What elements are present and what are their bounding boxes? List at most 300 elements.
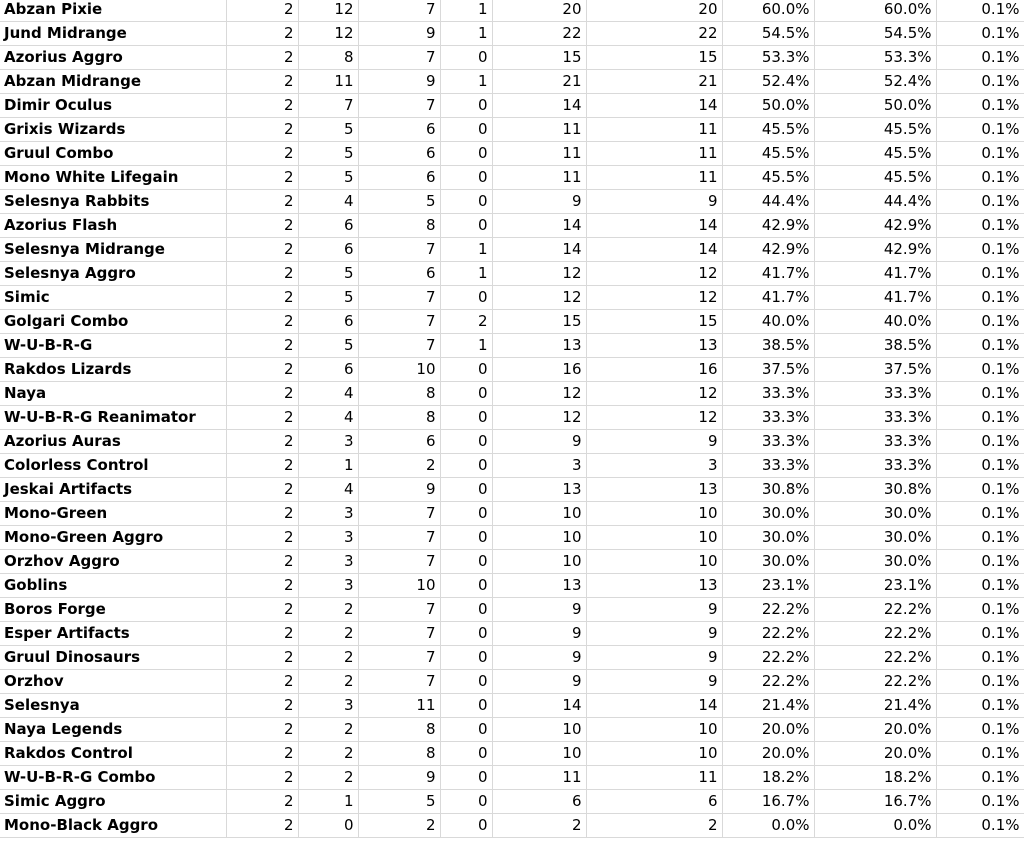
col-1-cell[interactable]: 2: [226, 166, 298, 190]
deck-name-cell[interactable]: Simic Aggro: [0, 790, 226, 814]
col-2-cell[interactable]: 3: [298, 526, 358, 550]
col-9-pct-cell[interactable]: 0.1%: [936, 46, 1024, 70]
col-9-pct-cell[interactable]: 0.1%: [936, 70, 1024, 94]
col-9-pct-cell[interactable]: 0.1%: [936, 478, 1024, 502]
col-2-cell[interactable]: 3: [298, 550, 358, 574]
col-2-cell[interactable]: 5: [298, 142, 358, 166]
col-8-pct-cell[interactable]: 22.2%: [814, 622, 936, 646]
col-4-cell[interactable]: 0: [440, 718, 492, 742]
deck-name-cell[interactable]: Selesnya Midrange: [0, 238, 226, 262]
col-7-pct-cell[interactable]: 22.2%: [722, 646, 814, 670]
col-5-cell[interactable]: 13: [492, 574, 586, 598]
col-9-pct-cell[interactable]: 0.1%: [936, 190, 1024, 214]
col-1-cell[interactable]: 2: [226, 22, 298, 46]
col-1-cell[interactable]: 2: [226, 70, 298, 94]
col-3-cell[interactable]: 7: [358, 46, 440, 70]
col-9-pct-cell[interactable]: 0.1%: [936, 118, 1024, 142]
deck-name-cell[interactable]: Naya Legends: [0, 718, 226, 742]
col-8-pct-cell[interactable]: 20.0%: [814, 742, 936, 766]
col-4-cell[interactable]: 0: [440, 190, 492, 214]
col-5-cell[interactable]: 9: [492, 646, 586, 670]
deck-name-cell[interactable]: Esper Artifacts: [0, 622, 226, 646]
col-2-cell[interactable]: 4: [298, 190, 358, 214]
col-7-pct-cell[interactable]: 30.0%: [722, 550, 814, 574]
col-8-pct-cell[interactable]: 22.2%: [814, 646, 936, 670]
deck-name-cell[interactable]: Mono-Green Aggro: [0, 526, 226, 550]
deck-name-cell[interactable]: Selesnya Aggro: [0, 262, 226, 286]
deck-name-cell[interactable]: Goblins: [0, 574, 226, 598]
col-8-pct-cell[interactable]: 41.7%: [814, 262, 936, 286]
col-2-cell[interactable]: 1: [298, 790, 358, 814]
col-3-cell[interactable]: 6: [358, 166, 440, 190]
col-8-pct-cell[interactable]: 60.0%: [814, 0, 936, 22]
col-1-cell[interactable]: 2: [226, 214, 298, 238]
deck-name-cell[interactable]: Abzan Pixie: [0, 0, 226, 22]
col-2-cell[interactable]: 3: [298, 694, 358, 718]
col-4-cell[interactable]: 0: [440, 406, 492, 430]
col-8-pct-cell[interactable]: 16.7%: [814, 790, 936, 814]
deck-name-cell[interactable]: Azorius Aggro: [0, 46, 226, 70]
col-9-pct-cell[interactable]: 0.1%: [936, 286, 1024, 310]
col-3-cell[interactable]: 9: [358, 766, 440, 790]
col-4-cell[interactable]: 0: [440, 118, 492, 142]
col-4-cell[interactable]: 0: [440, 478, 492, 502]
col-5-cell[interactable]: 15: [492, 46, 586, 70]
col-4-cell[interactable]: 0: [440, 382, 492, 406]
col-5-cell[interactable]: 14: [492, 214, 586, 238]
col-6-cell[interactable]: 14: [586, 238, 722, 262]
col-3-cell[interactable]: 5: [358, 790, 440, 814]
col-8-pct-cell[interactable]: 30.0%: [814, 502, 936, 526]
col-7-pct-cell[interactable]: 38.5%: [722, 334, 814, 358]
col-5-cell[interactable]: 16: [492, 358, 586, 382]
col-2-cell[interactable]: 5: [298, 118, 358, 142]
col-2-cell[interactable]: 5: [298, 286, 358, 310]
col-3-cell[interactable]: 2: [358, 814, 440, 838]
col-6-cell[interactable]: 9: [586, 190, 722, 214]
col-7-pct-cell[interactable]: 50.0%: [722, 94, 814, 118]
col-7-pct-cell[interactable]: 21.4%: [722, 694, 814, 718]
col-9-pct-cell[interactable]: 0.1%: [936, 94, 1024, 118]
col-5-cell[interactable]: 10: [492, 718, 586, 742]
col-5-cell[interactable]: 12: [492, 262, 586, 286]
col-1-cell[interactable]: 2: [226, 142, 298, 166]
col-4-cell[interactable]: 1: [440, 262, 492, 286]
col-7-pct-cell[interactable]: 53.3%: [722, 46, 814, 70]
col-1-cell[interactable]: 2: [226, 670, 298, 694]
col-6-cell[interactable]: 11: [586, 142, 722, 166]
col-3-cell[interactable]: 9: [358, 478, 440, 502]
col-2-cell[interactable]: 5: [298, 166, 358, 190]
col-1-cell[interactable]: 2: [226, 262, 298, 286]
col-7-pct-cell[interactable]: 42.9%: [722, 238, 814, 262]
col-3-cell[interactable]: 8: [358, 406, 440, 430]
col-2-cell[interactable]: 3: [298, 574, 358, 598]
col-6-cell[interactable]: 14: [586, 94, 722, 118]
deck-name-cell[interactable]: W-U-B-R-G Combo: [0, 766, 226, 790]
col-6-cell[interactable]: 9: [586, 646, 722, 670]
col-5-cell[interactable]: 11: [492, 166, 586, 190]
col-4-cell[interactable]: 0: [440, 574, 492, 598]
col-6-cell[interactable]: 9: [586, 598, 722, 622]
col-2-cell[interactable]: 6: [298, 310, 358, 334]
col-6-cell[interactable]: 11: [586, 166, 722, 190]
col-9-pct-cell[interactable]: 0.1%: [936, 430, 1024, 454]
col-5-cell[interactable]: 13: [492, 478, 586, 502]
deck-name-cell[interactable]: Mono-Black Aggro: [0, 814, 226, 838]
col-4-cell[interactable]: 0: [440, 790, 492, 814]
col-4-cell[interactable]: 2: [440, 310, 492, 334]
col-9-pct-cell[interactable]: 0.1%: [936, 262, 1024, 286]
col-4-cell[interactable]: 0: [440, 46, 492, 70]
col-1-cell[interactable]: 2: [226, 742, 298, 766]
col-8-pct-cell[interactable]: 33.3%: [814, 430, 936, 454]
col-2-cell[interactable]: 6: [298, 238, 358, 262]
col-5-cell[interactable]: 9: [492, 190, 586, 214]
col-6-cell[interactable]: 14: [586, 214, 722, 238]
col-6-cell[interactable]: 21: [586, 70, 722, 94]
col-1-cell[interactable]: 2: [226, 118, 298, 142]
col-7-pct-cell[interactable]: 52.4%: [722, 70, 814, 94]
deck-name-cell[interactable]: Selesnya Rabbits: [0, 190, 226, 214]
col-2-cell[interactable]: 2: [298, 622, 358, 646]
col-9-pct-cell[interactable]: 0.1%: [936, 598, 1024, 622]
col-5-cell[interactable]: 10: [492, 550, 586, 574]
col-6-cell[interactable]: 12: [586, 382, 722, 406]
col-7-pct-cell[interactable]: 45.5%: [722, 118, 814, 142]
col-4-cell[interactable]: 0: [440, 766, 492, 790]
col-5-cell[interactable]: 14: [492, 94, 586, 118]
col-6-cell[interactable]: 14: [586, 694, 722, 718]
col-9-pct-cell[interactable]: 0.1%: [936, 334, 1024, 358]
col-1-cell[interactable]: 2: [226, 0, 298, 22]
col-1-cell[interactable]: 2: [226, 526, 298, 550]
col-5-cell[interactable]: 9: [492, 622, 586, 646]
col-5-cell[interactable]: 12: [492, 286, 586, 310]
col-5-cell[interactable]: 13: [492, 334, 586, 358]
col-2-cell[interactable]: 1: [298, 454, 358, 478]
col-3-cell[interactable]: 7: [358, 286, 440, 310]
col-5-cell[interactable]: 3: [492, 454, 586, 478]
col-5-cell[interactable]: 12: [492, 406, 586, 430]
col-1-cell[interactable]: 2: [226, 790, 298, 814]
col-1-cell[interactable]: 2: [226, 718, 298, 742]
col-2-cell[interactable]: 4: [298, 382, 358, 406]
col-5-cell[interactable]: 2: [492, 814, 586, 838]
col-8-pct-cell[interactable]: 22.2%: [814, 598, 936, 622]
col-7-pct-cell[interactable]: 40.0%: [722, 310, 814, 334]
col-7-pct-cell[interactable]: 41.7%: [722, 262, 814, 286]
col-7-pct-cell[interactable]: 33.3%: [722, 382, 814, 406]
col-7-pct-cell[interactable]: 20.0%: [722, 742, 814, 766]
col-4-cell[interactable]: 1: [440, 334, 492, 358]
col-6-cell[interactable]: 9: [586, 430, 722, 454]
col-3-cell[interactable]: 7: [358, 526, 440, 550]
col-4-cell[interactable]: 1: [440, 238, 492, 262]
col-5-cell[interactable]: 9: [492, 598, 586, 622]
col-7-pct-cell[interactable]: 30.0%: [722, 526, 814, 550]
col-9-pct-cell[interactable]: 0.1%: [936, 406, 1024, 430]
col-8-pct-cell[interactable]: 53.3%: [814, 46, 936, 70]
col-6-cell[interactable]: 12: [586, 262, 722, 286]
col-6-cell[interactable]: 10: [586, 526, 722, 550]
col-9-pct-cell[interactable]: 0.1%: [936, 742, 1024, 766]
col-3-cell[interactable]: 7: [358, 238, 440, 262]
col-1-cell[interactable]: 2: [226, 334, 298, 358]
col-3-cell[interactable]: 9: [358, 70, 440, 94]
col-7-pct-cell[interactable]: 30.0%: [722, 502, 814, 526]
col-2-cell[interactable]: 12: [298, 22, 358, 46]
deck-name-cell[interactable]: Abzan Midrange: [0, 70, 226, 94]
col-6-cell[interactable]: 10: [586, 718, 722, 742]
col-4-cell[interactable]: 0: [440, 646, 492, 670]
col-4-cell[interactable]: 0: [440, 214, 492, 238]
col-8-pct-cell[interactable]: 18.2%: [814, 766, 936, 790]
col-2-cell[interactable]: 2: [298, 598, 358, 622]
col-9-pct-cell[interactable]: 0.1%: [936, 550, 1024, 574]
col-4-cell[interactable]: 1: [440, 70, 492, 94]
col-7-pct-cell[interactable]: 45.5%: [722, 142, 814, 166]
deck-name-cell[interactable]: Rakdos Lizards: [0, 358, 226, 382]
col-5-cell[interactable]: 9: [492, 670, 586, 694]
col-9-pct-cell[interactable]: 0.1%: [936, 166, 1024, 190]
col-1-cell[interactable]: 2: [226, 694, 298, 718]
col-7-pct-cell[interactable]: 45.5%: [722, 166, 814, 190]
col-5-cell[interactable]: 11: [492, 766, 586, 790]
col-1-cell[interactable]: 2: [226, 478, 298, 502]
col-3-cell[interactable]: 7: [358, 622, 440, 646]
deck-name-cell[interactable]: W-U-B-R-G Reanimator: [0, 406, 226, 430]
col-9-pct-cell[interactable]: 0.1%: [936, 382, 1024, 406]
col-1-cell[interactable]: 2: [226, 430, 298, 454]
col-3-cell[interactable]: 10: [358, 358, 440, 382]
col-1-cell[interactable]: 2: [226, 190, 298, 214]
col-8-pct-cell[interactable]: 44.4%: [814, 190, 936, 214]
col-1-cell[interactable]: 2: [226, 502, 298, 526]
col-4-cell[interactable]: 0: [440, 142, 492, 166]
col-2-cell[interactable]: 5: [298, 262, 358, 286]
col-9-pct-cell[interactable]: 0.1%: [936, 646, 1024, 670]
col-2-cell[interactable]: 5: [298, 334, 358, 358]
col-4-cell[interactable]: 0: [440, 94, 492, 118]
col-1-cell[interactable]: 2: [226, 598, 298, 622]
col-3-cell[interactable]: 7: [358, 502, 440, 526]
col-6-cell[interactable]: 15: [586, 46, 722, 70]
col-1-cell[interactable]: 2: [226, 46, 298, 70]
col-6-cell[interactable]: 12: [586, 286, 722, 310]
col-6-cell[interactable]: 9: [586, 670, 722, 694]
col-4-cell[interactable]: 0: [440, 670, 492, 694]
deck-name-cell[interactable]: W-U-B-R-G: [0, 334, 226, 358]
col-7-pct-cell[interactable]: 33.3%: [722, 406, 814, 430]
col-5-cell[interactable]: 14: [492, 238, 586, 262]
col-2-cell[interactable]: 7: [298, 94, 358, 118]
col-3-cell[interactable]: 6: [358, 142, 440, 166]
col-3-cell[interactable]: 7: [358, 334, 440, 358]
col-6-cell[interactable]: 16: [586, 358, 722, 382]
col-2-cell[interactable]: 2: [298, 670, 358, 694]
col-5-cell[interactable]: 10: [492, 526, 586, 550]
col-9-pct-cell[interactable]: 0.1%: [936, 622, 1024, 646]
deck-name-cell[interactable]: Golgari Combo: [0, 310, 226, 334]
col-7-pct-cell[interactable]: 20.0%: [722, 718, 814, 742]
col-6-cell[interactable]: 20: [586, 0, 722, 22]
col-9-pct-cell[interactable]: 0.1%: [936, 526, 1024, 550]
deck-name-cell[interactable]: Orzhov Aggro: [0, 550, 226, 574]
col-2-cell[interactable]: 0: [298, 814, 358, 838]
deck-name-cell[interactable]: Grixis Wizards: [0, 118, 226, 142]
deck-name-cell[interactable]: Selesnya: [0, 694, 226, 718]
col-5-cell[interactable]: 21: [492, 70, 586, 94]
col-9-pct-cell[interactable]: 0.1%: [936, 814, 1024, 838]
col-2-cell[interactable]: 12: [298, 0, 358, 22]
col-8-pct-cell[interactable]: 33.3%: [814, 406, 936, 430]
deck-name-cell[interactable]: Gruul Dinosaurs: [0, 646, 226, 670]
col-7-pct-cell[interactable]: 22.2%: [722, 622, 814, 646]
col-5-cell[interactable]: 11: [492, 142, 586, 166]
col-3-cell[interactable]: 8: [358, 214, 440, 238]
col-3-cell[interactable]: 11: [358, 694, 440, 718]
col-1-cell[interactable]: 2: [226, 646, 298, 670]
col-7-pct-cell[interactable]: 22.2%: [722, 670, 814, 694]
col-3-cell[interactable]: 6: [358, 430, 440, 454]
col-9-pct-cell[interactable]: 0.1%: [936, 694, 1024, 718]
deck-name-cell[interactable]: Orzhov: [0, 670, 226, 694]
col-3-cell[interactable]: 6: [358, 118, 440, 142]
deck-name-cell[interactable]: Gruul Combo: [0, 142, 226, 166]
col-2-cell[interactable]: 2: [298, 646, 358, 670]
col-3-cell[interactable]: 7: [358, 310, 440, 334]
col-6-cell[interactable]: 11: [586, 766, 722, 790]
col-7-pct-cell[interactable]: 37.5%: [722, 358, 814, 382]
col-6-cell[interactable]: 10: [586, 550, 722, 574]
col-1-cell[interactable]: 2: [226, 310, 298, 334]
col-9-pct-cell[interactable]: 0.1%: [936, 142, 1024, 166]
col-7-pct-cell[interactable]: 18.2%: [722, 766, 814, 790]
col-8-pct-cell[interactable]: 30.0%: [814, 526, 936, 550]
deck-name-cell[interactable]: Jeskai Artifacts: [0, 478, 226, 502]
col-5-cell[interactable]: 22: [492, 22, 586, 46]
col-7-pct-cell[interactable]: 41.7%: [722, 286, 814, 310]
col-3-cell[interactable]: 9: [358, 22, 440, 46]
col-8-pct-cell[interactable]: 52.4%: [814, 70, 936, 94]
col-1-cell[interactable]: 2: [226, 238, 298, 262]
col-6-cell[interactable]: 9: [586, 622, 722, 646]
col-7-pct-cell[interactable]: 0.0%: [722, 814, 814, 838]
col-9-pct-cell[interactable]: 0.1%: [936, 310, 1024, 334]
col-9-pct-cell[interactable]: 0.1%: [936, 0, 1024, 22]
col-8-pct-cell[interactable]: 41.7%: [814, 286, 936, 310]
col-6-cell[interactable]: 13: [586, 478, 722, 502]
col-2-cell[interactable]: 6: [298, 358, 358, 382]
col-8-pct-cell[interactable]: 21.4%: [814, 694, 936, 718]
col-1-cell[interactable]: 2: [226, 382, 298, 406]
deck-name-cell[interactable]: Jund Midrange: [0, 22, 226, 46]
col-2-cell[interactable]: 2: [298, 718, 358, 742]
col-6-cell[interactable]: 11: [586, 118, 722, 142]
col-1-cell[interactable]: 2: [226, 94, 298, 118]
col-4-cell[interactable]: 0: [440, 286, 492, 310]
col-1-cell[interactable]: 2: [226, 454, 298, 478]
col-4-cell[interactable]: 1: [440, 0, 492, 22]
col-2-cell[interactable]: 11: [298, 70, 358, 94]
col-8-pct-cell[interactable]: 22.2%: [814, 670, 936, 694]
col-8-pct-cell[interactable]: 37.5%: [814, 358, 936, 382]
col-1-cell[interactable]: 2: [226, 622, 298, 646]
col-9-pct-cell[interactable]: 0.1%: [936, 214, 1024, 238]
col-6-cell[interactable]: 10: [586, 502, 722, 526]
col-5-cell[interactable]: 11: [492, 118, 586, 142]
col-7-pct-cell[interactable]: 22.2%: [722, 598, 814, 622]
col-4-cell[interactable]: 0: [440, 358, 492, 382]
col-3-cell[interactable]: 8: [358, 742, 440, 766]
col-4-cell[interactable]: 0: [440, 166, 492, 190]
col-8-pct-cell[interactable]: 42.9%: [814, 238, 936, 262]
deck-name-cell[interactable]: Naya: [0, 382, 226, 406]
deck-name-cell[interactable]: Azorius Auras: [0, 430, 226, 454]
col-4-cell[interactable]: 0: [440, 502, 492, 526]
deck-name-cell[interactable]: Simic: [0, 286, 226, 310]
col-6-cell[interactable]: 22: [586, 22, 722, 46]
col-9-pct-cell[interactable]: 0.1%: [936, 718, 1024, 742]
col-6-cell[interactable]: 3: [586, 454, 722, 478]
col-8-pct-cell[interactable]: 23.1%: [814, 574, 936, 598]
col-4-cell[interactable]: 0: [440, 814, 492, 838]
col-8-pct-cell[interactable]: 30.0%: [814, 550, 936, 574]
col-3-cell[interactable]: 8: [358, 718, 440, 742]
col-9-pct-cell[interactable]: 0.1%: [936, 238, 1024, 262]
col-4-cell[interactable]: 0: [440, 526, 492, 550]
col-3-cell[interactable]: 8: [358, 382, 440, 406]
col-4-cell[interactable]: 0: [440, 694, 492, 718]
col-1-cell[interactable]: 2: [226, 574, 298, 598]
col-1-cell[interactable]: 2: [226, 550, 298, 574]
col-3-cell[interactable]: 7: [358, 670, 440, 694]
col-9-pct-cell[interactable]: 0.1%: [936, 454, 1024, 478]
col-4-cell[interactable]: 0: [440, 742, 492, 766]
col-4-cell[interactable]: 0: [440, 454, 492, 478]
col-8-pct-cell[interactable]: 42.9%: [814, 214, 936, 238]
col-2-cell[interactable]: 8: [298, 46, 358, 70]
deck-name-cell[interactable]: Rakdos Control: [0, 742, 226, 766]
col-7-pct-cell[interactable]: 44.4%: [722, 190, 814, 214]
col-2-cell[interactable]: 3: [298, 502, 358, 526]
col-8-pct-cell[interactable]: 40.0%: [814, 310, 936, 334]
col-4-cell[interactable]: 1: [440, 22, 492, 46]
col-7-pct-cell[interactable]: 60.0%: [722, 0, 814, 22]
col-8-pct-cell[interactable]: 30.8%: [814, 478, 936, 502]
col-5-cell[interactable]: 10: [492, 742, 586, 766]
col-7-pct-cell[interactable]: 33.3%: [722, 430, 814, 454]
col-2-cell[interactable]: 2: [298, 742, 358, 766]
col-8-pct-cell[interactable]: 50.0%: [814, 94, 936, 118]
col-1-cell[interactable]: 2: [226, 286, 298, 310]
col-2-cell[interactable]: 6: [298, 214, 358, 238]
col-9-pct-cell[interactable]: 0.1%: [936, 22, 1024, 46]
col-7-pct-cell[interactable]: 16.7%: [722, 790, 814, 814]
deck-name-cell[interactable]: Boros Forge: [0, 598, 226, 622]
deck-name-cell[interactable]: Mono White Lifegain: [0, 166, 226, 190]
col-7-pct-cell[interactable]: 54.5%: [722, 22, 814, 46]
col-2-cell[interactable]: 4: [298, 406, 358, 430]
col-9-pct-cell[interactable]: 0.1%: [936, 766, 1024, 790]
deck-name-cell[interactable]: Azorius Flash: [0, 214, 226, 238]
col-4-cell[interactable]: 0: [440, 550, 492, 574]
col-5-cell[interactable]: 9: [492, 430, 586, 454]
col-5-cell[interactable]: 14: [492, 694, 586, 718]
col-4-cell[interactable]: 0: [440, 622, 492, 646]
col-6-cell[interactable]: 2: [586, 814, 722, 838]
